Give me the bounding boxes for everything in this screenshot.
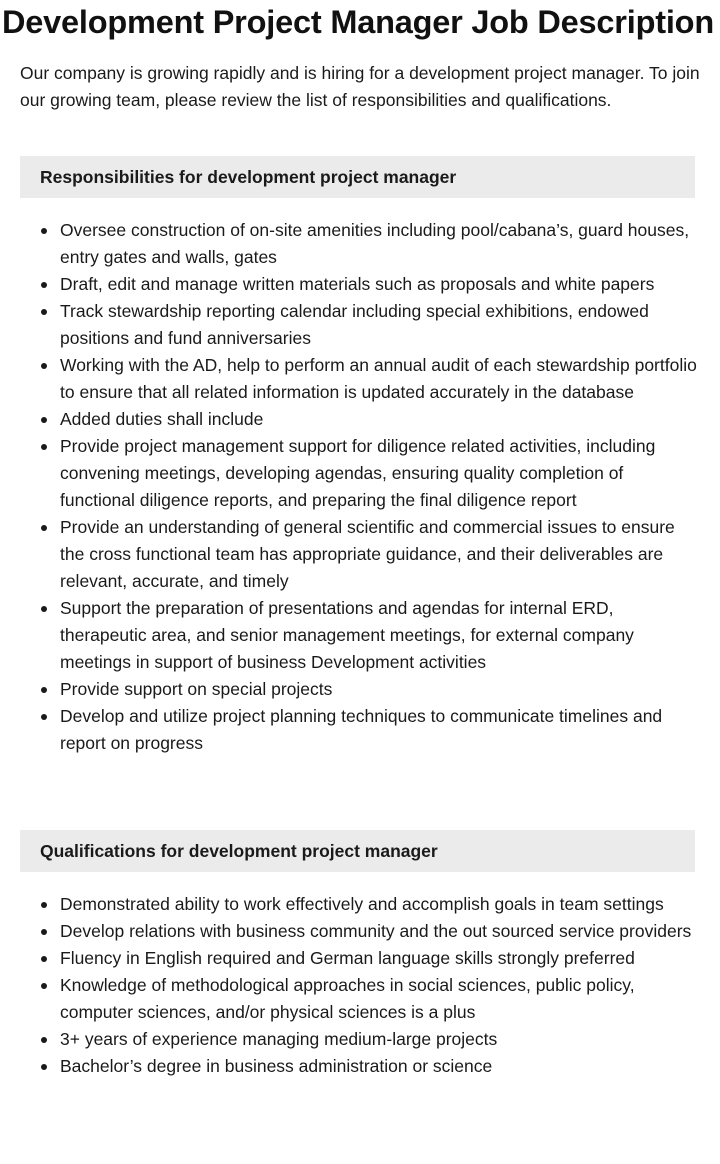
bullet-icon bbox=[41, 902, 47, 908]
list-item-text: Develop and utilize project planning techniques to communicate timelines and report on progress bbox=[60, 706, 663, 753]
list-item-text: Working with the AD, help to perform an annual audit of each stewardship portfolio to ensure that all related information is updated accurately in the database bbox=[60, 355, 697, 402]
list-item-text: Provide support on special projects bbox=[60, 679, 333, 699]
list-item-text: Support the preparation of presentations and agendas for internal ERD, therapeutic area, and senior management meetings, for external company meetings in support of business Development activities bbox=[60, 598, 634, 672]
list-item-text: Knowledge of methodological approaches in social sciences, public policy, computer sciences, and/or physical sciences is a plus bbox=[60, 975, 635, 1022]
bullet-icon bbox=[41, 956, 47, 962]
bullet-icon bbox=[41, 282, 47, 288]
list-item bbox=[20, 1026, 700, 1053]
qualifications-list bbox=[20, 891, 700, 1080]
responsibilities-heading: Responsibilities for development project manager bbox=[20, 156, 695, 198]
bullet-icon bbox=[41, 363, 47, 369]
list-item bbox=[20, 595, 700, 676]
bullet-icon bbox=[41, 444, 47, 450]
list-item-text: Draft, edit and manage written materials such as proposals and white papers bbox=[60, 274, 655, 294]
list-item-text: Bachelor’s degree in business administration or science bbox=[60, 1056, 493, 1076]
list-item bbox=[20, 972, 700, 1026]
page-title: Development Project Manager Job Description bbox=[2, 4, 714, 40]
list-item-text: Provide an understanding of general scientific and commercial issues to ensure the cross functional team has appropriate guidance, and their deliverables are relevant, accurate, and timely bbox=[60, 517, 675, 591]
list-item-text: 3+ years of experience managing medium-large projects bbox=[60, 1029, 498, 1049]
list-item bbox=[20, 433, 700, 514]
bullet-icon bbox=[41, 983, 47, 989]
qualifications-heading: Qualifications for development project manager bbox=[20, 830, 695, 872]
list-item bbox=[20, 271, 700, 298]
list-item bbox=[20, 703, 700, 757]
list-item-text: Provide project management support for diligence related activities, including convening meetings, developing agendas, ensuring quality completion of functional diligence reports, and preparing the final diligence report bbox=[60, 436, 656, 510]
bullet-icon bbox=[41, 1037, 47, 1043]
list-item bbox=[20, 1053, 700, 1080]
bullet-icon bbox=[41, 606, 47, 612]
list-item-text: Demonstrated ability to work effectively and accomplish goals in team settings bbox=[60, 894, 664, 914]
bullet-icon bbox=[41, 525, 47, 531]
list-item bbox=[20, 352, 700, 406]
bullet-icon bbox=[41, 417, 47, 423]
list-item bbox=[20, 217, 700, 271]
bullet-icon bbox=[41, 1064, 47, 1070]
list-item-text: Track stewardship reporting calendar including special exhibitions, endowed positions and fund anniversaries bbox=[60, 301, 649, 348]
list-item bbox=[20, 514, 700, 595]
bullet-icon bbox=[41, 228, 47, 234]
list-item bbox=[20, 918, 700, 945]
list-item-text: Develop relations with business community and the out sourced service providers bbox=[60, 921, 692, 941]
bullet-icon bbox=[41, 309, 47, 315]
list-item bbox=[20, 676, 700, 703]
list-item bbox=[20, 891, 700, 918]
list-item bbox=[20, 406, 700, 433]
intro-paragraph: Our company is growing rapidly and is hiring for a development project manager. To join our growing team, please review the list of responsibilities and qualifications. bbox=[20, 63, 700, 110]
list-item-text: Fluency in English required and German language skills strongly preferred bbox=[60, 948, 635, 968]
responsibilities-list bbox=[20, 217, 700, 757]
bullet-icon bbox=[41, 687, 47, 693]
bullet-icon bbox=[41, 929, 47, 935]
list-item bbox=[20, 298, 700, 352]
list-item-text: Oversee construction of on-site amenities including pool/cabana’s, guard houses, entry gates and walls, gates bbox=[60, 220, 690, 267]
list-item bbox=[20, 945, 700, 972]
list-item-text: Added duties shall include bbox=[60, 409, 264, 429]
bullet-icon bbox=[41, 714, 47, 720]
